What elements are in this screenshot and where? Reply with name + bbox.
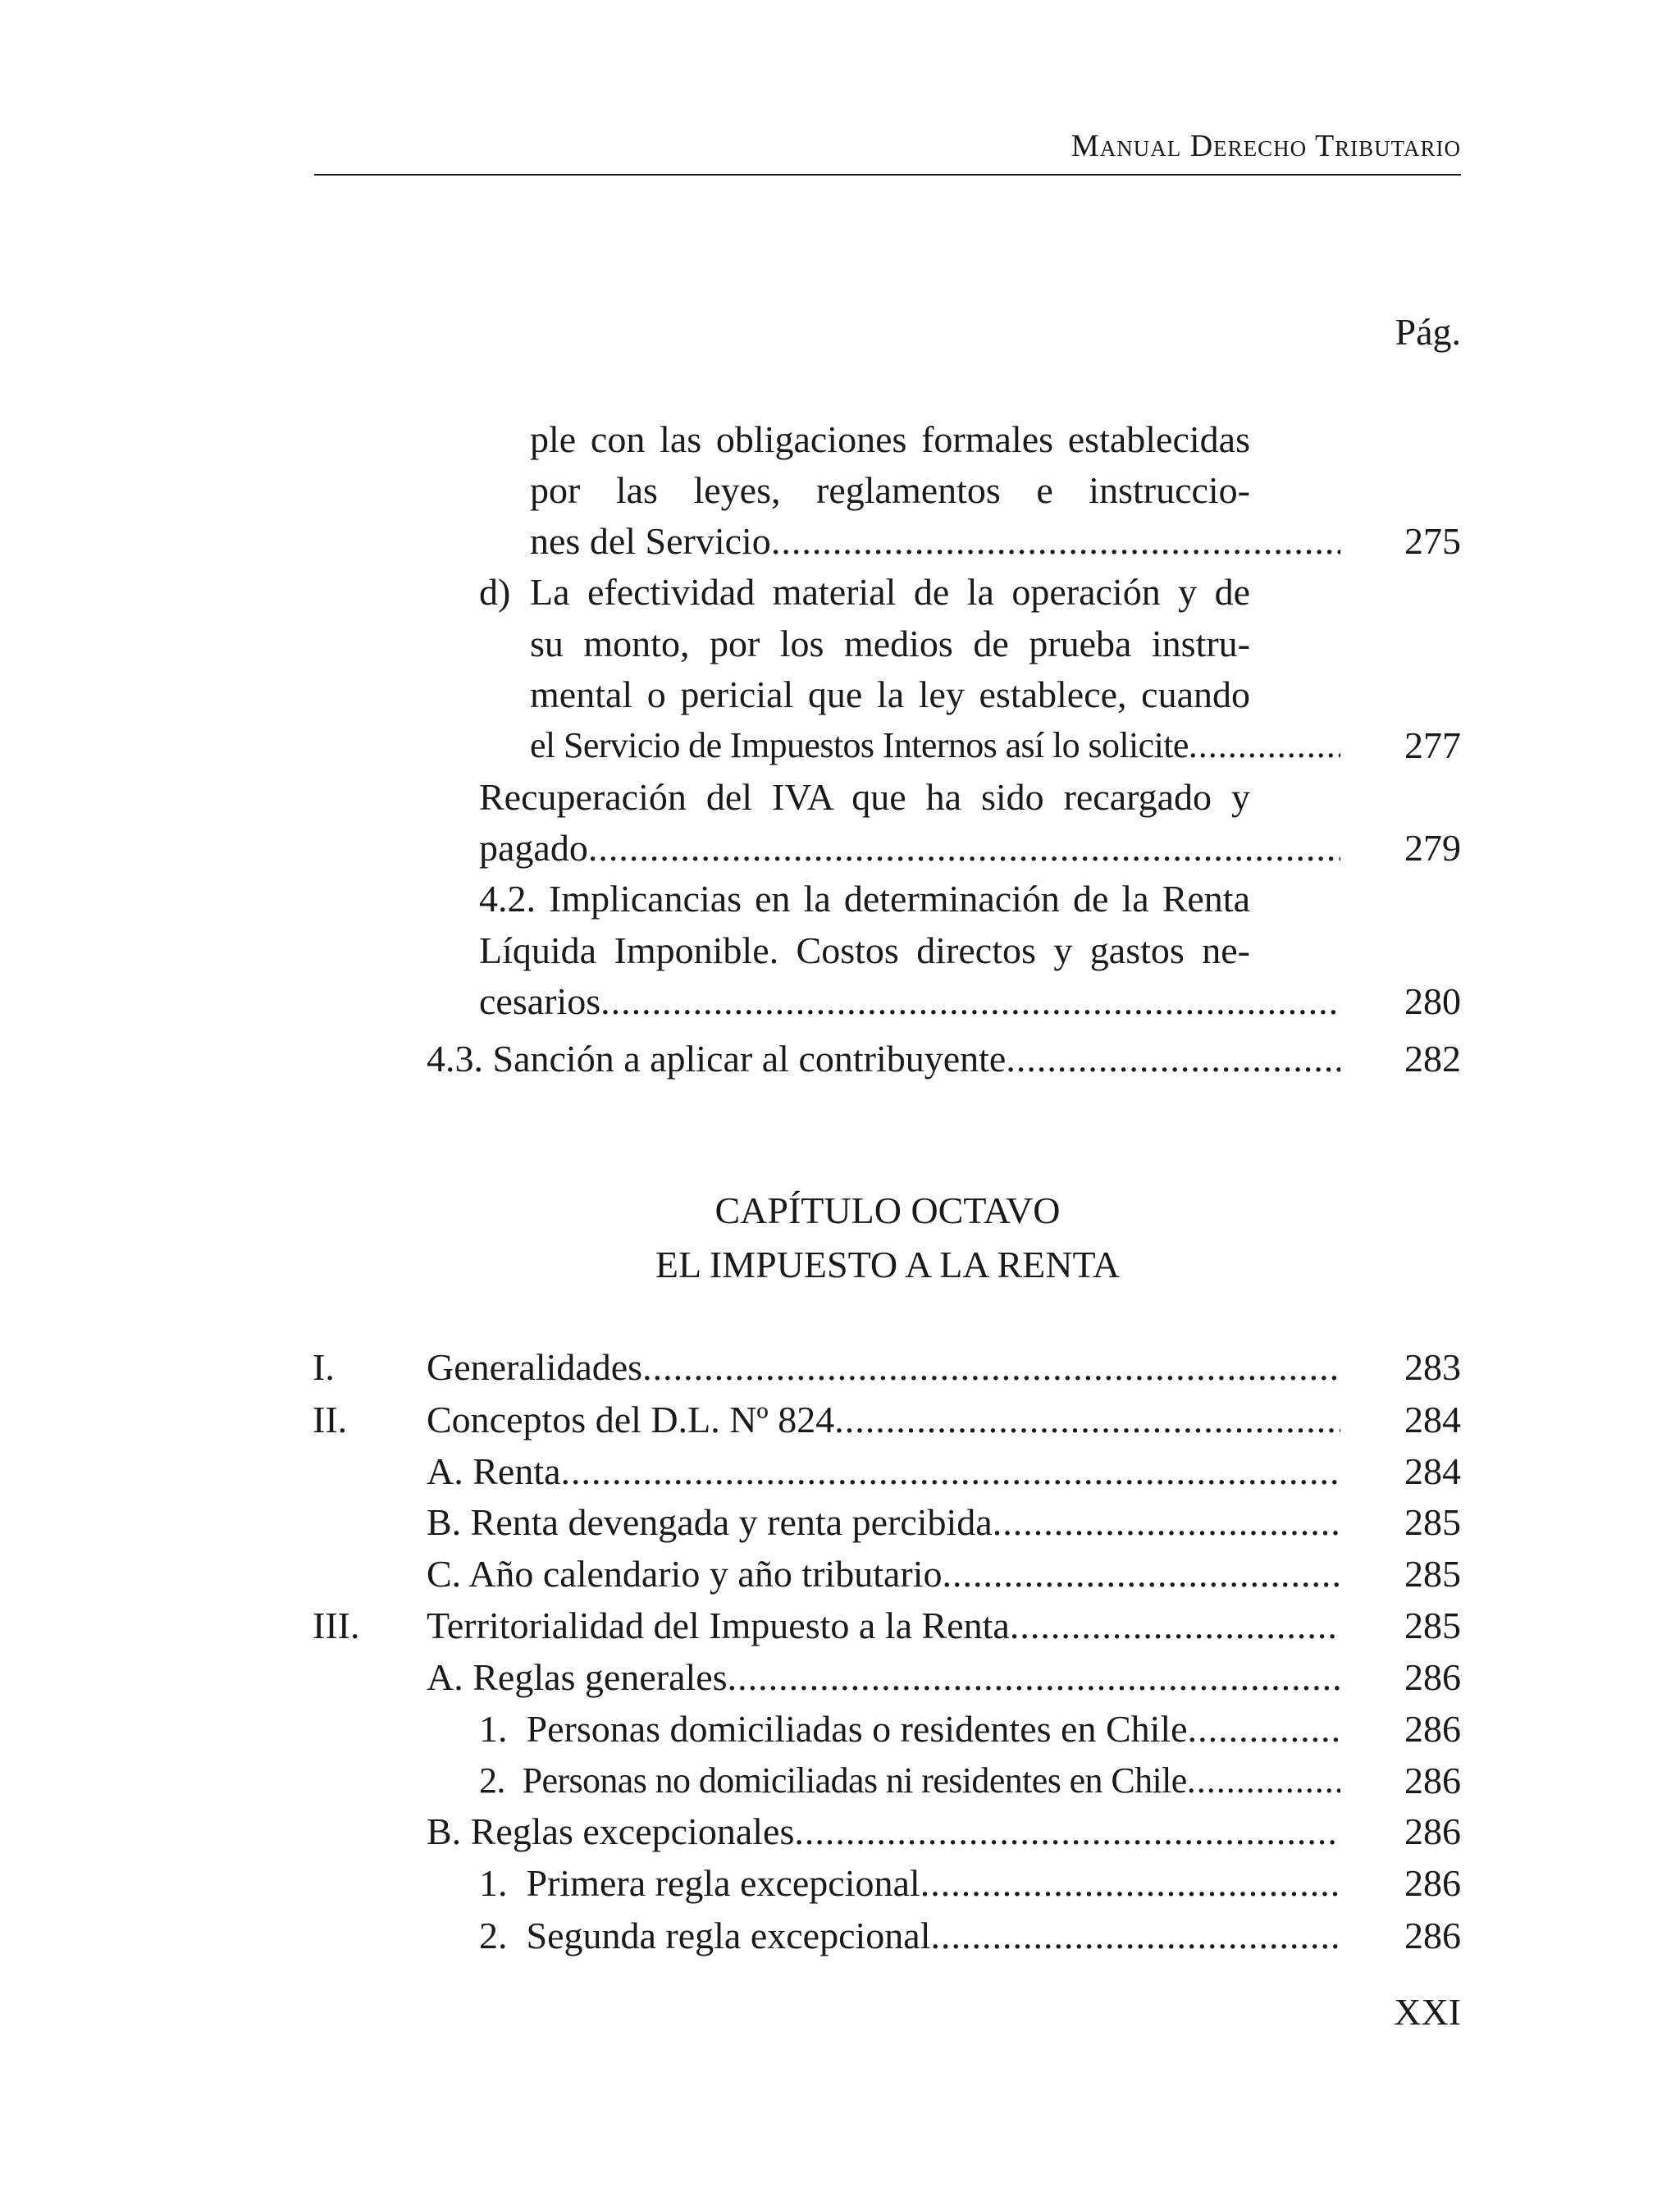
roman-numeral: I. (313, 1346, 335, 1388)
toc-line: Recuperación del IVA que ha sido recargado y (479, 776, 1250, 818)
toc-line-text: Generalidades (427, 1346, 643, 1388)
toc-line-text: 2. Personas no domiciliadas ni residentes en Chile (479, 1760, 1187, 1801)
toc-line-text: C. Año calendario y año tributario (427, 1553, 943, 1595)
toc-line (427, 1395, 1340, 1445)
toc-line-text: 4.3. Sanción a aplicar al contribuyente (427, 1038, 1007, 1080)
toc-line-text: B. Reglas excepcionales (427, 1810, 795, 1852)
item-marker: d) (479, 571, 511, 613)
toc-page-number: 282 (1404, 1038, 1461, 1080)
toc-line: su monto, por los medios de prueba instru- (530, 623, 1250, 664)
leader-dots (943, 1550, 1340, 1599)
leader-dots (834, 1395, 1340, 1445)
toc-line: La efectividad material de la operación y de (530, 571, 1250, 613)
toc-line (427, 1447, 1340, 1496)
leader-dots (1187, 1756, 1340, 1806)
toc-page-number: 286 (1404, 1810, 1461, 1852)
toc-line (427, 1343, 1340, 1392)
toc-line: por las leyes, reglamentos e instruccio- (530, 469, 1250, 511)
toc-line: 4.2. Implicancias en la determinación de la Renta (479, 878, 1250, 920)
toc-line (479, 1859, 1340, 1908)
roman-numeral: II. (313, 1399, 348, 1440)
toc-line-text: nes del Servicio (530, 520, 771, 562)
toc-page-number: 286 (1404, 1760, 1461, 1801)
toc-page-number: 286 (1404, 1862, 1461, 1904)
toc-page-number: 285 (1404, 1605, 1461, 1646)
leader-dots (1188, 1705, 1340, 1754)
toc-page-number: 280 (1404, 980, 1461, 1022)
toc-line-text: pagado (479, 827, 588, 869)
toc-page-number: 285 (1404, 1501, 1461, 1543)
roman-numeral: III. (313, 1605, 360, 1646)
toc-line-text: 1. Personas domiciliadas o residentes en Chile (479, 1708, 1188, 1750)
toc-page-number: 286 (1404, 1915, 1461, 1956)
chapter-number: CAPÍTULO OCTAVO (714, 1189, 1061, 1231)
toc-line (427, 1653, 1340, 1702)
toc-line (479, 1756, 1340, 1806)
toc-line (427, 1601, 1340, 1650)
toc-line-text: 1. Primera regla excepcional (479, 1862, 920, 1904)
toc-page-number: 285 (1404, 1553, 1461, 1595)
toc-page-number: 284 (1404, 1399, 1461, 1440)
leader-dots (794, 1807, 1340, 1856)
toc-page-number: 283 (1404, 1346, 1461, 1388)
leader-dots (993, 1498, 1340, 1547)
leader-dots (728, 1653, 1340, 1702)
toc-line-text: B. Renta devengada y renta percibida (427, 1501, 993, 1543)
toc-line-text: Conceptos del D.L. Nº 824 (427, 1399, 835, 1440)
running-header-title: Manual Derecho Tributario (1071, 129, 1461, 163)
leader-dots (931, 1911, 1341, 1961)
page-folio: XXI (1394, 1991, 1461, 2033)
toc-line (427, 1807, 1340, 1856)
leader-dots (561, 1447, 1340, 1496)
chapter-title: EL IMPUESTO A LA RENTA (655, 1244, 1121, 1285)
toc-line-text: el Servicio de Impuestos Internos así lo solicite (530, 725, 1189, 765)
toc-line-text: Territorialidad del Impuesto a la Renta (427, 1605, 1010, 1646)
toc-line-text: 2. Segunda regla excepcional (479, 1915, 931, 1956)
toc-page-number: 284 (1404, 1450, 1461, 1492)
toc-page-number: 275 (1404, 520, 1461, 562)
toc-line: ple con las obligaciones formales establecidas (530, 418, 1250, 460)
toc-line: Líquida Imponible. Costos directos y gastos ne- (479, 929, 1250, 971)
toc-line (479, 1705, 1340, 1754)
toc-line: mental o pericial que la ley establece, cuando (530, 673, 1250, 715)
page-column-label: Pág. (1395, 311, 1461, 353)
toc-line (479, 1911, 1340, 1961)
toc-line-text: cesarios (479, 980, 601, 1022)
leader-dots (1010, 1601, 1340, 1650)
leader-dots (642, 1343, 1340, 1392)
toc-page-number: 279 (1404, 827, 1461, 869)
toc-page-number: 277 (1404, 724, 1461, 766)
toc-line-text: A. Renta (427, 1450, 561, 1492)
leader-dots (920, 1859, 1340, 1908)
toc-line-text: A. Reglas generales (427, 1656, 728, 1698)
toc-line (427, 1550, 1340, 1599)
toc-page-number: 286 (1404, 1656, 1461, 1698)
toc-line (427, 1498, 1340, 1547)
toc-page-number: 286 (1404, 1708, 1461, 1750)
